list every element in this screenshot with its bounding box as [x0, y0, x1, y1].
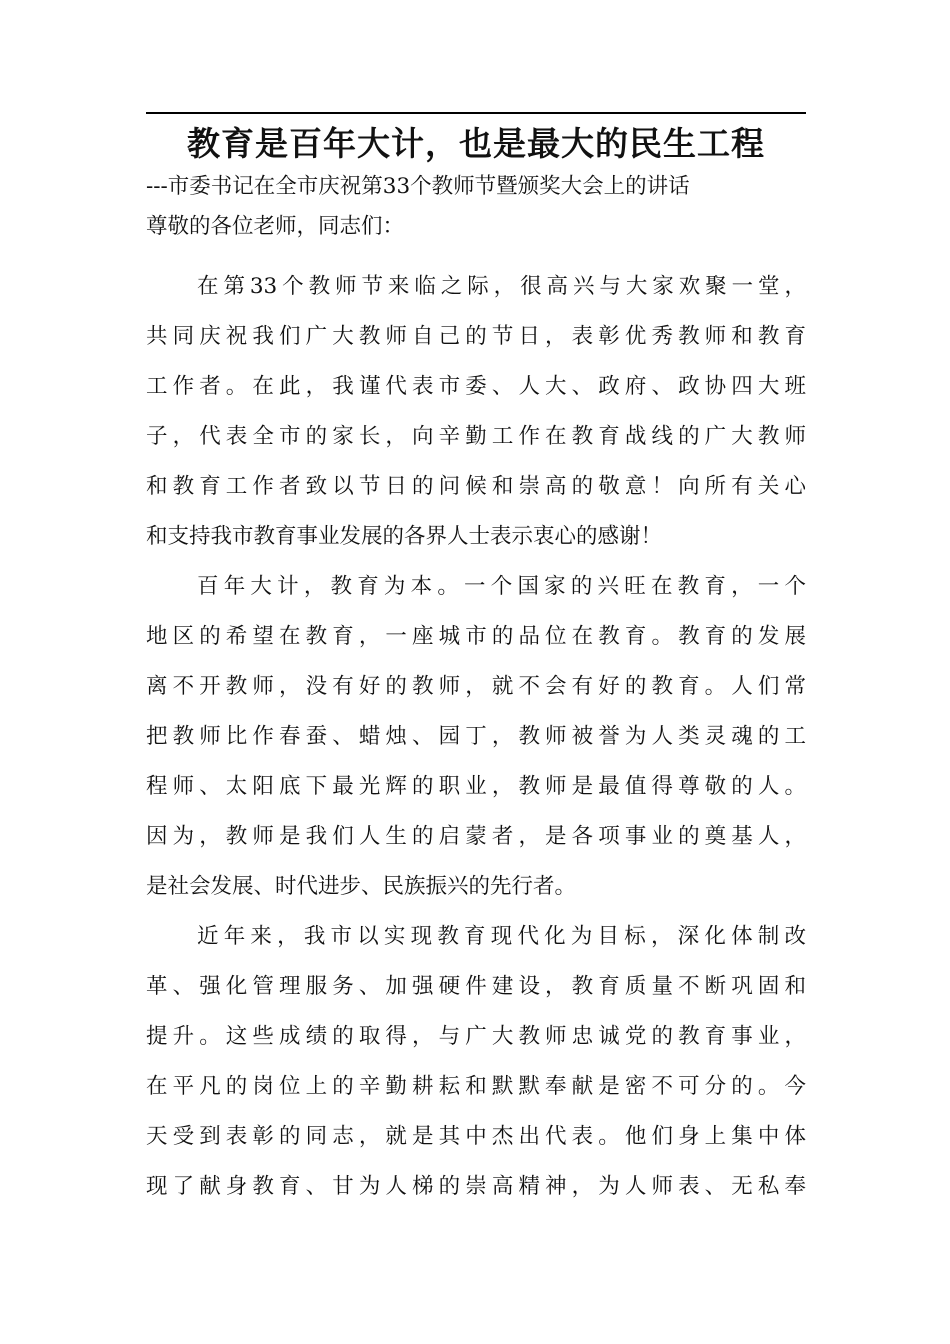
salutation: 尊敬的各位老师，同志们： [146, 214, 405, 239]
paragraph-line: 地区的希望在教育，一座城市的品位在教育。教育的发展 [146, 624, 806, 649]
paragraph-line: 在第33个教师节来临之际，很高兴与大家欢聚一堂， [197, 274, 806, 299]
paragraph-1 [146, 262, 806, 562]
document-page [146, 112, 806, 1212]
document-subtitle: ---市委书记在全市庆祝第33个教师节暨颁奖大会上的讲话 [146, 174, 690, 199]
paragraph-line: 近年来，我市以实现教育现代化为目标，深化体制改 [197, 924, 806, 949]
paragraph-2 [146, 562, 806, 912]
paragraph-line: 程师、太阳底下最光辉的职业，教师是最值得尊敬的人。 [146, 774, 806, 799]
paragraph-line: 工作者。在此，我谨代表市委、人大、政府、政协四大班 [146, 374, 806, 399]
paragraph-line: 共同庆祝我们广大教师自己的节日，表彰优秀教师和教育 [146, 324, 806, 349]
paragraph-line: 和支持我市教育事业发展的各界人士表示衷心的感谢！ [146, 524, 663, 549]
header-rule [146, 112, 806, 114]
paragraph-line: 百年大计，教育为本。一个国家的兴旺在教育，一个 [197, 574, 806, 599]
paragraph-line: 离不开教师，没有好的教师，就不会有好的教育。人们常 [146, 674, 806, 699]
paragraph-line: 提升。这些成绩的取得，与广大教师忠诚党的教育事业， [146, 1024, 806, 1049]
paragraph-line: 天受到表彰的同志，就是其中杰出代表。他们身上集中体 [146, 1124, 806, 1149]
paragraph-line: 在平凡的岗位上的辛勤耕耘和默默奉献是密不可分的。今 [146, 1074, 806, 1099]
paragraph-line: 子，代表全市的家长，向辛勤工作在教育战线的广大教师 [146, 424, 806, 449]
paragraph-line: 革、强化管理服务、加强硬件建设，教育质量不断巩固和 [146, 974, 806, 999]
paragraph-3 [146, 912, 806, 1212]
paragraph-line: 是社会发展、时代进步、民族振兴的先行者。 [146, 874, 577, 899]
document-title: 教育是百年大计，也是最大的民生工程 [187, 124, 765, 163]
paragraph-line: 因为，教师是我们人生的启蒙者，是各项事业的奠基人， [146, 824, 806, 849]
paragraph-line: 和教育工作者致以节日的问候和崇高的敬意！向所有关心 [146, 474, 806, 499]
paragraph-line: 把教师比作春蚕、蜡烛、园丁，教师被誉为人类灵魂的工 [146, 724, 806, 749]
paragraph-line: 现了献身教育、甘为人梯的崇高精神，为人师表、无私奉 [146, 1174, 806, 1199]
